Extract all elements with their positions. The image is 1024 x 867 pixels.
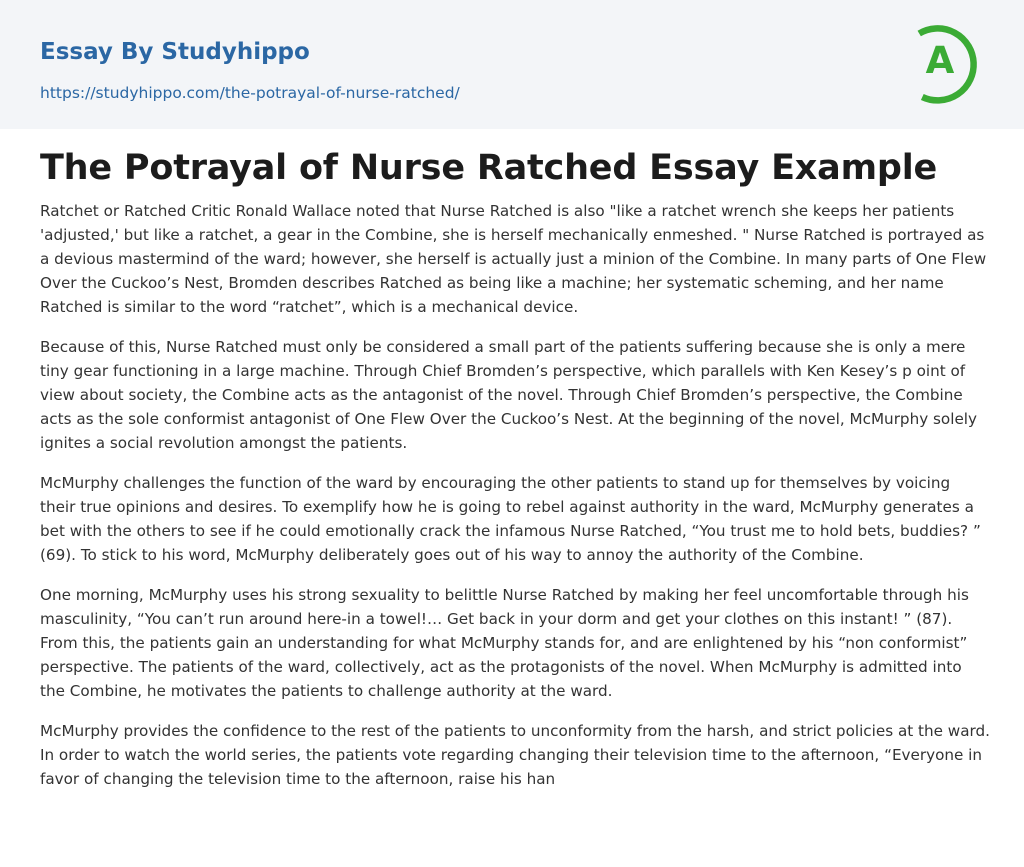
article — [40, 143, 990, 807]
paragraph-3: McMurphy challenges the function of the ward by encouraging the other patients to stand up for themselves by voicing their true opinions and desires. To exemplify how he is going to rebel against authority in the ward, McMurphy generates a bet with the others to see if he could emotionally crack the infamous Nurse Ratched, “You trust me to hold bets, buddies? ” (69). To stick to his word, McMurphy deliberately goes out of his way to annoy the authority of the Combine. — [40, 474, 981, 564]
logo-letter: A — [925, 39, 955, 82]
paragraph-5: McMurphy provides the confidence to the rest of the patients to unconformity from the harsh, and strict policies at the ward. In order to watch the world series, the patients vote regarding changing their television time to the afternoon, “Everyone in favor of changing the television time to the afternoon, raise his han — [40, 722, 990, 788]
paragraph-1: Ratchet or Ratched Critic Ronald Wallace noted that Nurse Ratched is also "like a ratchet wrench she keeps her patients 'adjusted,' but like a ratchet, a gear in the Combine, she is herself mechanically enmeshed. " Nurse Ratched is portrayed as a devious mastermind of the ward; however, she herself is actually just a minion of the Combine. In many parts of One Flew Over the Cuckoo’s Nest, Bromden describes Ratched as being like a machine; her systematic scheming, and her name Ratched is similar to the word “ratchet”, which is a mechanical device. — [40, 202, 987, 316]
page-title: The Potrayal of Nurse Ratched Essay Example — [40, 148, 938, 188]
brand-title[interactable]: Essay By Studyhippo — [40, 39, 310, 65]
studyhippo-logo-icon[interactable] — [912, 19, 986, 105]
source-url-link[interactable]: https://studyhippo.com/the-potrayal-of-nurse-ratched/ — [40, 84, 460, 102]
site-header — [0, 0, 1024, 129]
paragraph-2: Because of this, Nurse Ratched must only be considered a small part of the patients suffering because she is only a mere tiny gear functioning in a large machine. Through Chief Bromden’s perspective, which parallels with Ken Kesey’s p oint of view about society, the Combine acts as the antagonist of the novel. Through Chief Bromden’s perspective, the Combine acts as the sole conformist antagonist of One Flew Over the Cuckoo’s Nest. At the beginning of the novel, McMurphy solely ignites a social revolution amongst the patients. — [40, 338, 977, 452]
paragraph-4: One morning, McMurphy uses his strong sexuality to belittle Nurse Ratched by making her feel uncomfortable through his masculinity, “You can’t run around here-in a towel!… Get back in your dorm and get your clothes on this instant! ” (87). From this, the patients gain an understanding for what McMurphy stands for, and are enlightened by his “non conformist” perspective. The patients of the ward, collectively, act as the protagonists of the novel. When McMurphy is admitted into the Combine, he motivates the patients to challenge authority at the ward. — [40, 586, 969, 700]
